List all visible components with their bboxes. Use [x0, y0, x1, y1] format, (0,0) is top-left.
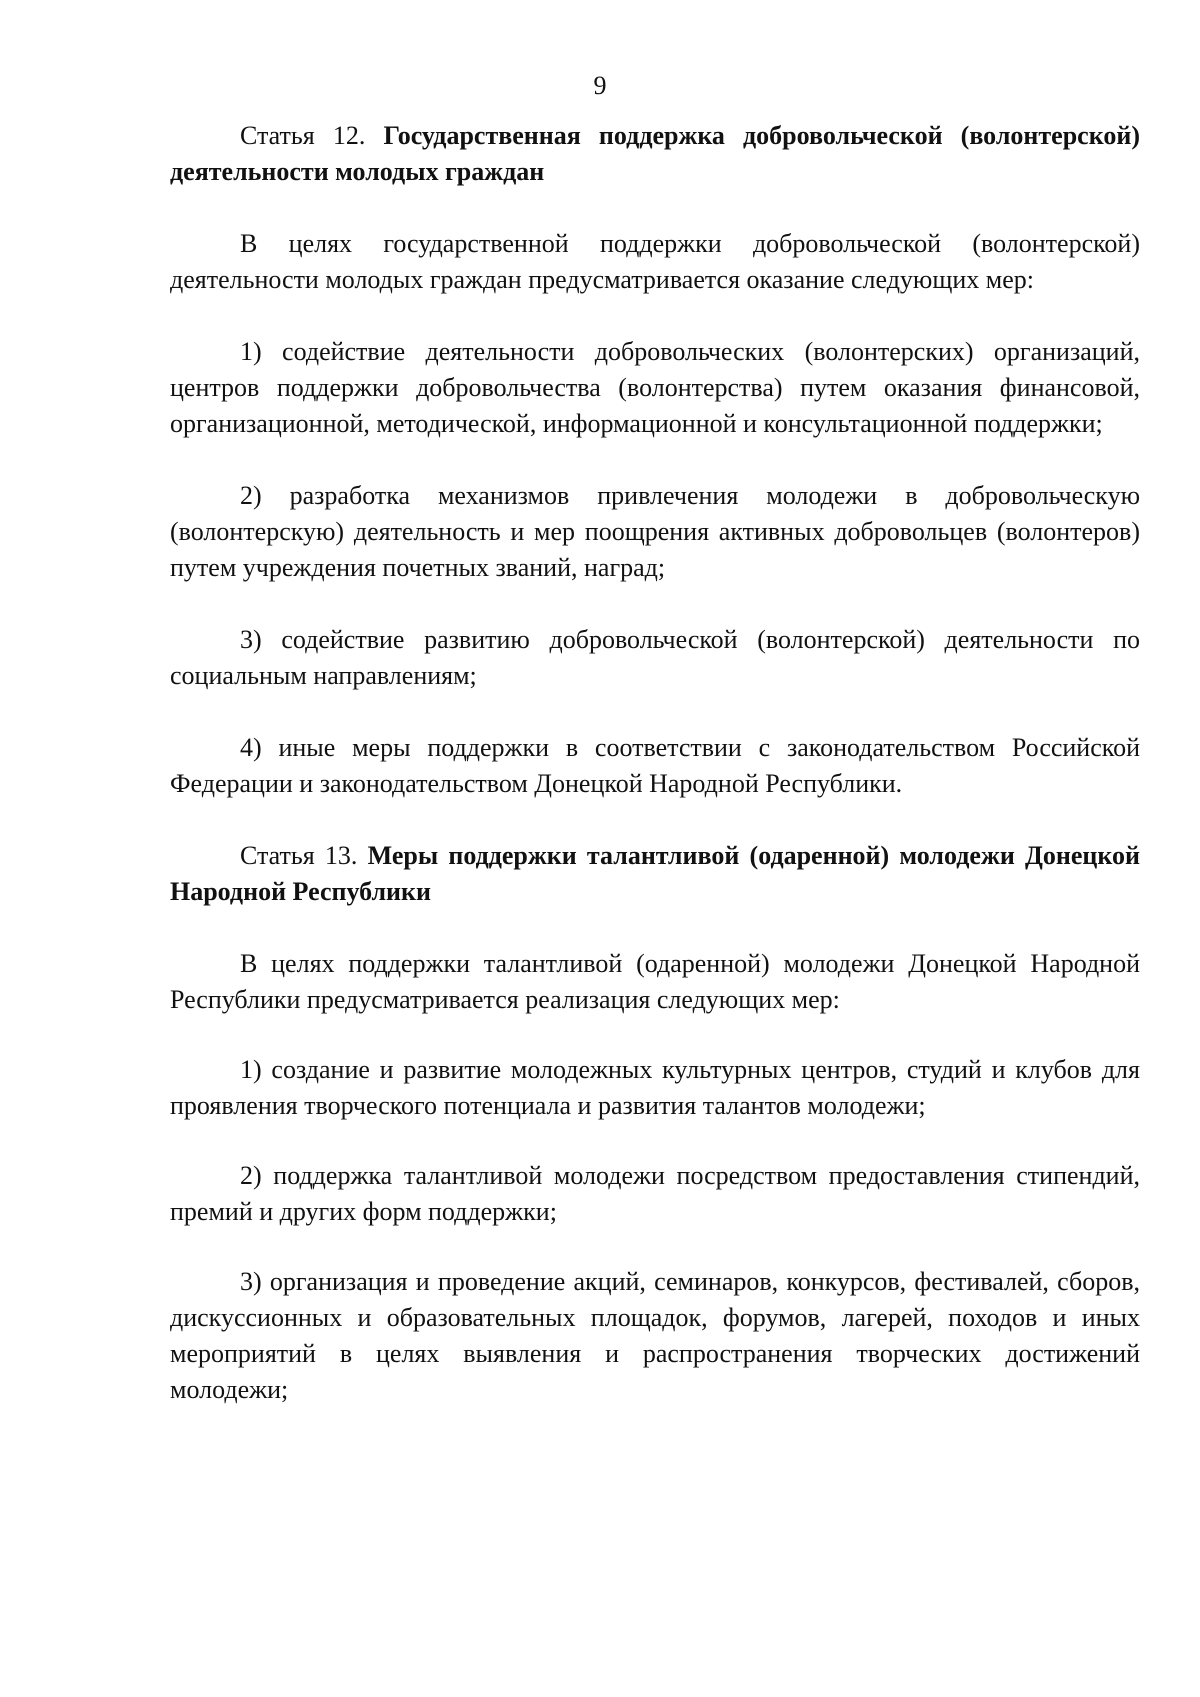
article-12-prefix: Статья 12.	[240, 121, 366, 150]
article-13-item-1: 1) создание и развитие молодежных культурных центров, студий и клубов для проявления творческого потенциала и развития талантов молодежи;	[170, 1055, 1140, 1120]
article-12-item-1: 1) содействие деятельности добровольческих (волонтерских) организаций, центров поддержки добровольчества (волонтерства) путем оказания финансовой, организационной, методической, информационной и консультационной поддержки;	[170, 337, 1140, 438]
article-12-item-3: 3) содействие развитию добровольческой (волонтерской) деятельности по социальным направлениям;	[170, 625, 1140, 690]
article-12-intro: В целях государственной поддержки добровольческой (волонтерской) деятельности молодых граждан предусматривается оказание следующих мер:	[170, 229, 1140, 294]
article-12-heading	[170, 118, 1140, 190]
article-13-item-2: 2) поддержка талантливой молодежи посредством предоставления стипендий, премий и других форм поддержки;	[170, 1161, 1140, 1226]
article-13-intro: В целях поддержки талантливой (одаренной) молодежи Донецкой Народной Республики предусматривается реализация следующих мер:	[170, 949, 1140, 1014]
article-13-title: Меры поддержки талантливой (одаренной) молодежи Донецкой Народной Республики	[170, 841, 1141, 906]
page-number: 9	[593, 71, 607, 100]
article-12-item-2: 2) разработка механизмов привлечения молодежи в добровольческую (волонтерскую) деятельность и мер поощрения активных добровольцев (волонтеров) путем учреждения почетных званий, наград;	[170, 481, 1140, 582]
document-body	[170, 118, 1140, 1408]
article-13-prefix: Статья 13.	[240, 841, 358, 870]
article-12-title: Государственная поддержка добровольческой (волонтерской) деятельности молодых граждан	[170, 121, 1140, 186]
article-13-item-3: 3) организация и проведение акций, семинаров, конкурсов, фестивалей, сборов, дискуссионных и образовательных площадок, форумов, лагерей, походов и иных мероприятий в целях выявления и распространения творческих достижений молодежи;	[170, 1267, 1140, 1404]
article-12-item-4: 4) иные меры поддержки в соответствии с законодательством Российской Федерации и законодательством Донецкой Народной Республики.	[170, 733, 1140, 798]
article-13-heading	[170, 838, 1140, 910]
